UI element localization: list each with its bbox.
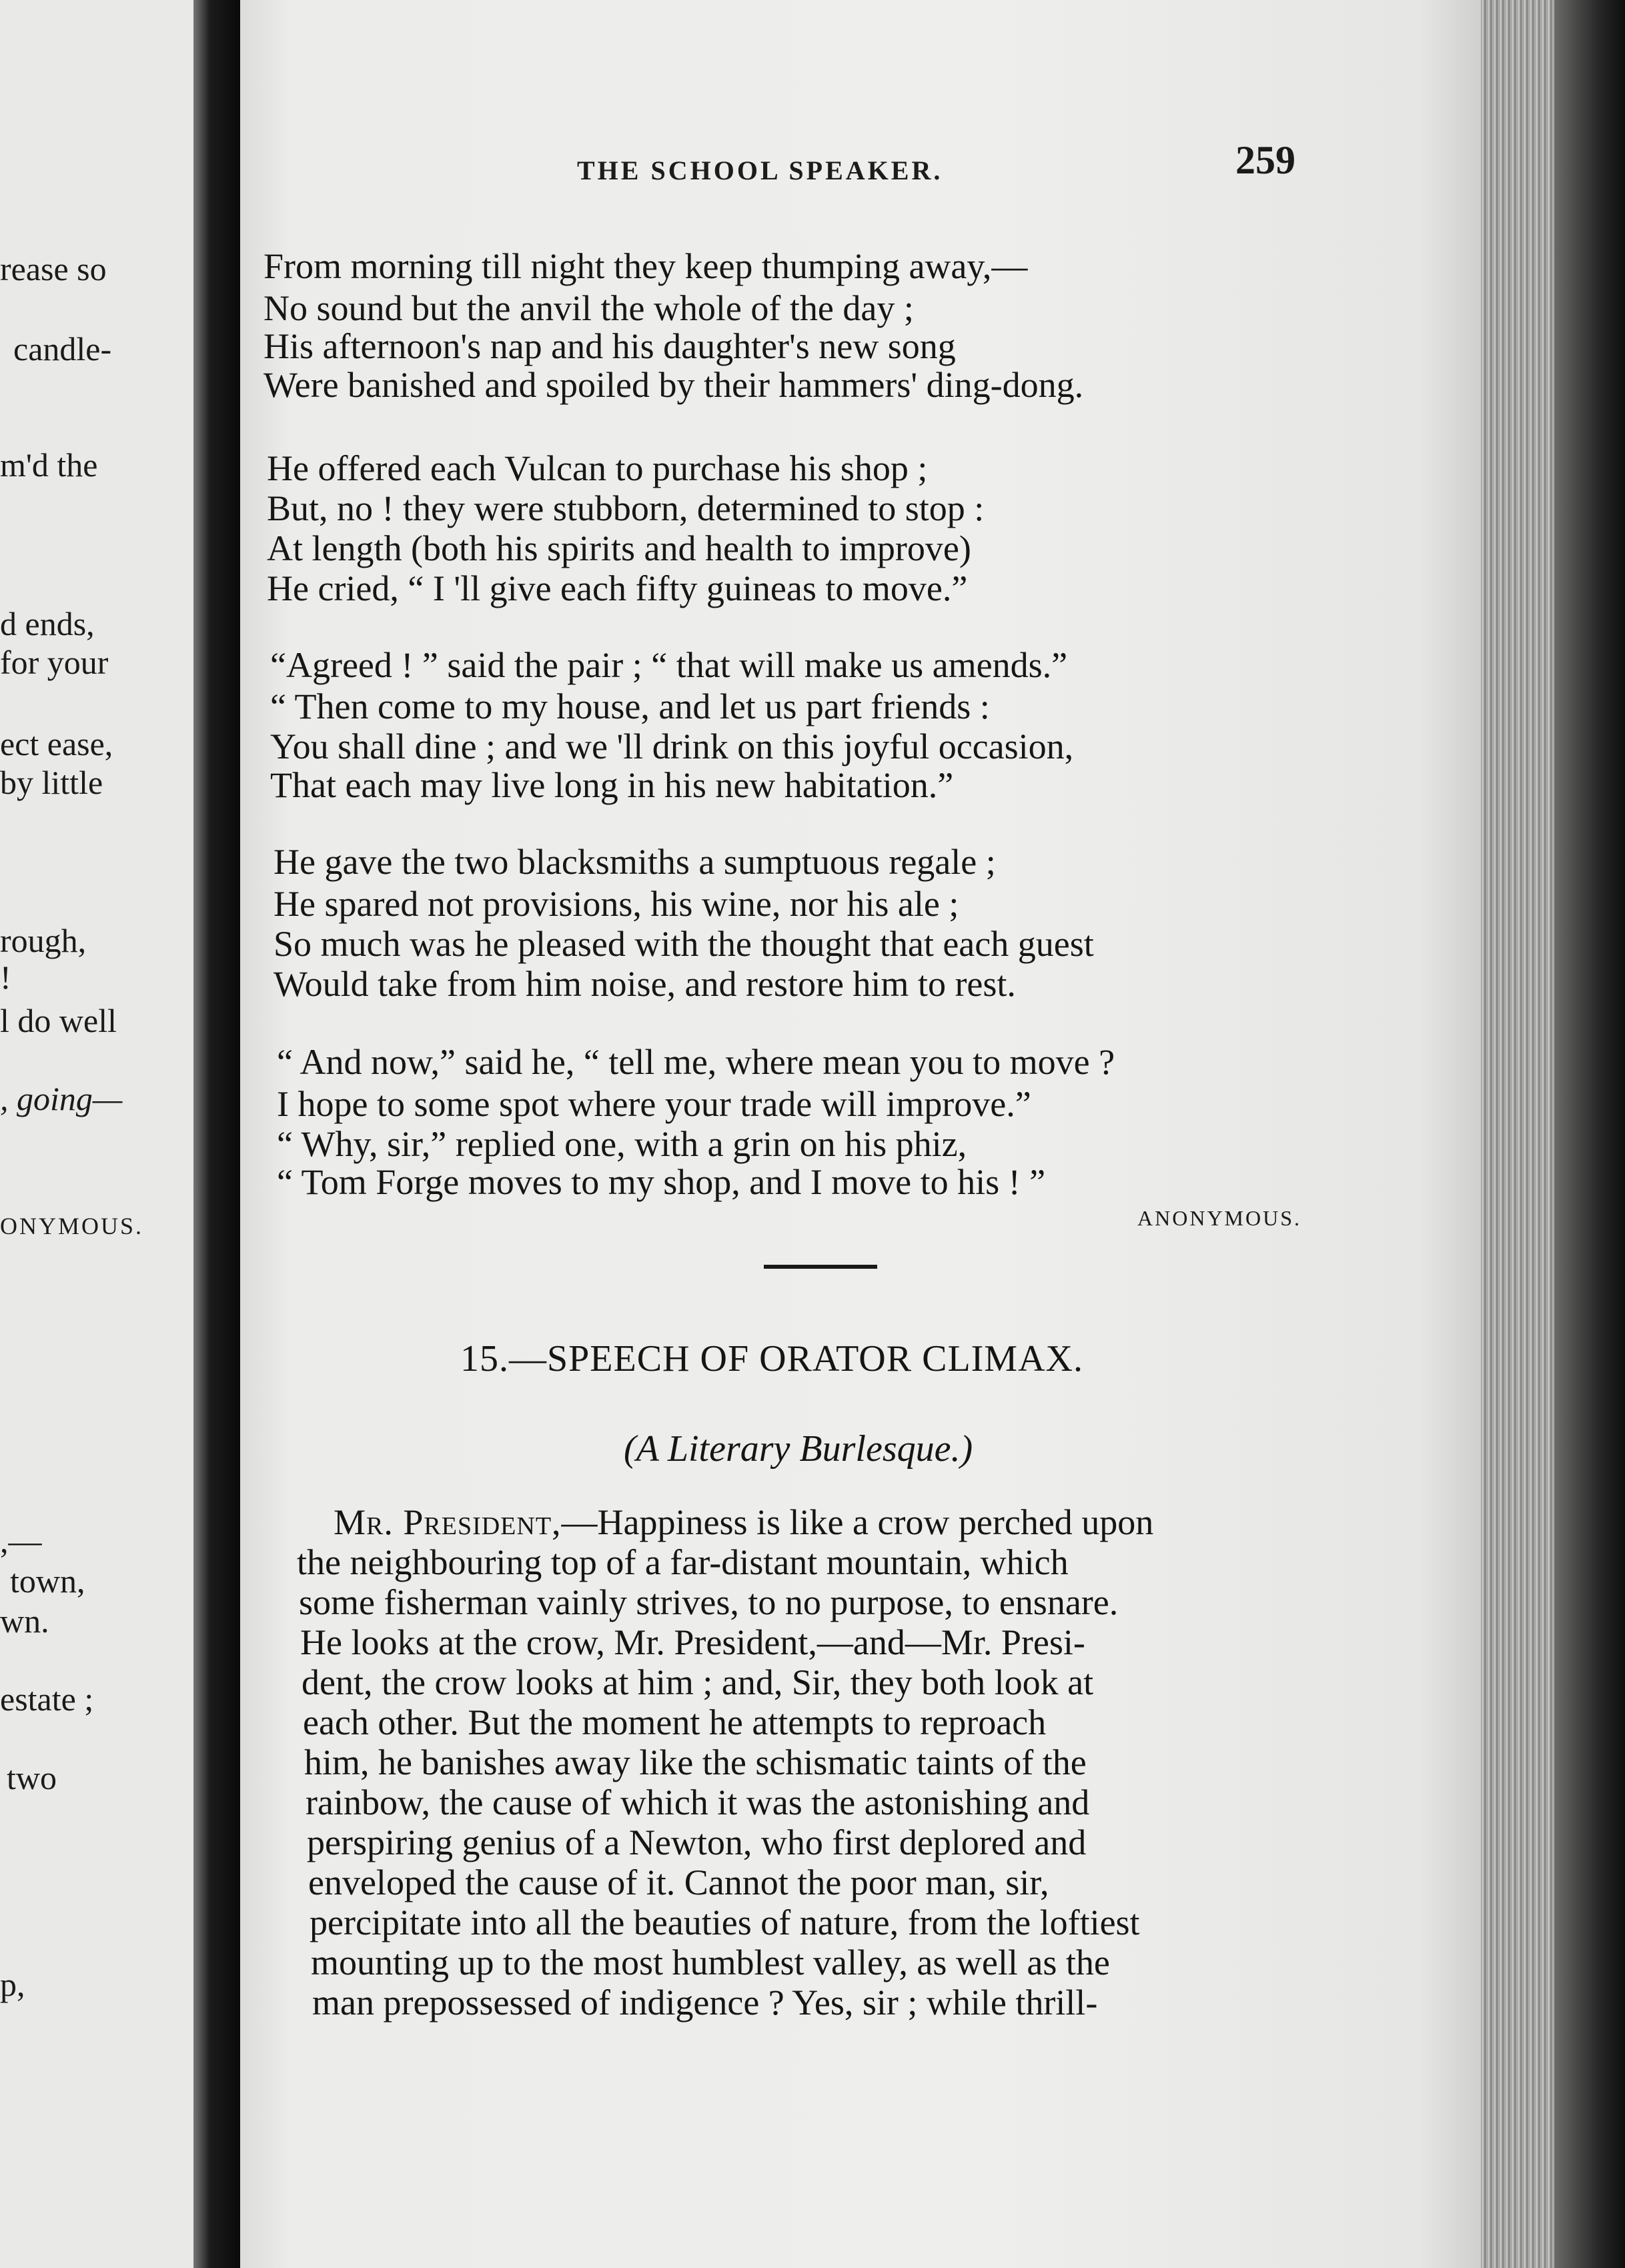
- salutation: Mr. President,: [334, 1502, 562, 1542]
- left-page-line: m'd the: [0, 446, 98, 484]
- left-page-line: two: [7, 1759, 57, 1796]
- prose-line: the neighbouring top of a far-distant mountain, which: [297, 1542, 1069, 1582]
- poem-line: He gave the two blacksmiths a sumptuous regale ;: [274, 842, 996, 882]
- prose-line: perspiring genius of a Newton, who first deplored and: [307, 1822, 1087, 1862]
- left-page-line: p,: [0, 1966, 25, 2003]
- left-page-line: ,—: [0, 1522, 42, 1560]
- poem-line: That each may live long in his new habitation.”: [270, 765, 954, 805]
- poem-line: “ Why, sir,” replied one, with a grin on his phiz,: [277, 1124, 967, 1164]
- poem-attribution: ANONYMOUS.: [1137, 1206, 1302, 1230]
- book-page-259: [240, 0, 1481, 2268]
- left-page-line: for your: [0, 644, 109, 681]
- poem-line: “Agreed ! ” said the pair ; “ that will make us amends.”: [270, 645, 1068, 685]
- poem-line: He cried, “ I 'll give each fifty guineas to move.”: [267, 568, 968, 608]
- section-title: 15.—SPEECH OF ORATOR CLIMAX.: [460, 1338, 1083, 1379]
- prose-line: mounting up to the most humblest valley, as well as the: [311, 1942, 1110, 1982]
- poem-line: From morning till night they keep thumping away,—: [263, 246, 1028, 286]
- poem-line: “ Tom Forge moves to my shop, and I move to his ! ”: [277, 1162, 1046, 1202]
- left-page-line: ect ease,: [0, 725, 113, 762]
- left-page-line: candle-: [13, 330, 112, 368]
- left-page-line: , going—: [0, 1080, 123, 1117]
- left-facing-page: [0, 0, 193, 2268]
- left-page-line: wn.: [0, 1602, 49, 1640]
- prose-line: rainbow, the cause of which it was the astonishing and: [306, 1782, 1090, 1822]
- poem-line: But, no ! they were stubborn, determined to stop :: [267, 488, 985, 528]
- left-page-line: town,: [10, 1562, 85, 1600]
- left-page-line: rease so: [0, 250, 107, 288]
- section-subtitle: (A Literary Burlesque.): [624, 1428, 973, 1470]
- prose-line-text: —Happiness is like a crow perched upon: [561, 1502, 1154, 1542]
- left-page-line: l do well: [0, 1002, 117, 1039]
- poem-line: His afternoon's nap and his daughter's new song: [263, 326, 956, 366]
- left-page-line: rough,: [0, 922, 87, 959]
- section-divider: [764, 1265, 877, 1269]
- left-page-line: !: [0, 959, 11, 996]
- left-page-line: by little: [0, 764, 103, 801]
- prose-line: him, he banishes away like the schismatic taints of the: [304, 1742, 1087, 1782]
- poem-line: “ Then come to my house, and let us part friends :: [270, 686, 990, 726]
- page-number: 259: [1235, 138, 1295, 182]
- poem-line: Were banished and spoiled by their hammers' ding-dong.: [263, 365, 1084, 405]
- poem-line: No sound but the anvil the whole of the day ;: [263, 288, 914, 328]
- poem-line: So much was he pleased with the thought that each guest: [274, 924, 1094, 964]
- poem-line: He spared not provisions, his wine, nor his ale ;: [274, 884, 959, 924]
- running-head: THE SCHOOL SPEAKER.: [577, 155, 943, 185]
- poem-line: I hope to some spot where your trade will improve.”: [277, 1084, 1031, 1124]
- poem-line: He offered each Vulcan to purchase his shop ;: [267, 448, 928, 488]
- prose-line: some fisherman vainly strives, to no purpose, to ensnare.: [299, 1582, 1119, 1622]
- prose-line: each other. But the moment he attempts to reproach: [303, 1702, 1047, 1742]
- poem-line: Would take from him noise, and restore him to rest.: [274, 964, 1016, 1004]
- prose-line: dent, the crow looks at him ; and, Sir, they both look at: [302, 1662, 1094, 1702]
- book-gutter: [193, 0, 240, 2268]
- left-page-line: d ends,: [0, 605, 95, 642]
- poem-line: At length (both his spirits and health to improve): [267, 528, 971, 568]
- prose-line: percipitate into all the beauties of nature, from the loftiest: [310, 1902, 1140, 1942]
- prose-line: [334, 1504, 1153, 1540]
- prose-line: He looks at the crow, Mr. President,—and—Mr. Presi-: [300, 1622, 1085, 1662]
- book-edge-shadow: [1554, 0, 1625, 2268]
- left-page-line: ONYMOUS.: [0, 1213, 144, 1239]
- left-page-line: estate ;: [0, 1680, 94, 1718]
- prose-line: enveloped the cause of it. Cannot the poor man, sir,: [308, 1862, 1049, 1902]
- prose-line: man prepossessed of indigence ? Yes, sir ; while thrill-: [312, 1982, 1098, 2023]
- poem-line: You shall dine ; and we 'll drink on this joyful occasion,: [270, 726, 1074, 766]
- poem-line: “ And now,” said he, “ tell me, where mean you to move ?: [277, 1042, 1115, 1082]
